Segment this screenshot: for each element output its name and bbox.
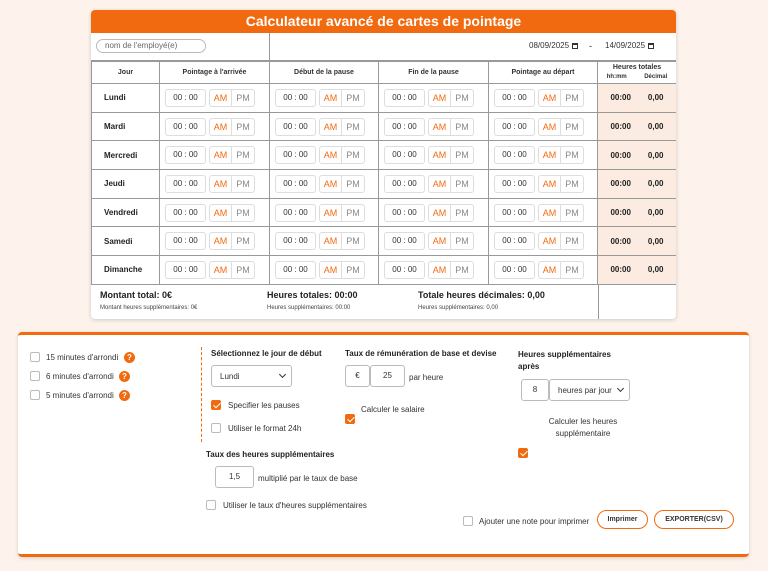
end-date-input[interactable] — [605, 41, 654, 50]
break-start-ampm-toggle — [319, 261, 365, 279]
break-end-ampm-toggle — [428, 146, 474, 164]
total-hhmm: 00:00 — [610, 150, 631, 160]
pm-button[interactable]: PM — [455, 121, 469, 132]
summary-bar — [91, 285, 676, 319]
break-start-time-input[interactable]: 00 : 00 — [275, 232, 316, 250]
departure-time-input[interactable]: 00 : 00 — [494, 261, 535, 279]
am-button[interactable]: AM — [210, 176, 232, 192]
am-button[interactable]: AM — [539, 233, 561, 249]
departure-ampm-toggle — [538, 175, 584, 193]
departure-ampm-toggle — [538, 89, 584, 107]
break-start-cell — [270, 141, 379, 170]
break-end-time-input[interactable]: 00 : 00 — [384, 89, 425, 107]
am-button[interactable]: AM — [320, 205, 342, 221]
arrival-cell — [160, 170, 270, 199]
pm-button[interactable]: PM — [346, 207, 360, 218]
arrival-time-input[interactable]: 00 : 00 — [165, 118, 206, 136]
break-start-ampm-toggle — [319, 89, 365, 107]
totals-cell — [598, 227, 677, 256]
use-overtime-rate-checkbox[interactable] — [206, 500, 216, 510]
day-label: Mardi — [92, 112, 160, 141]
currency-select[interactable]: € — [345, 365, 370, 387]
am-button[interactable]: AM — [539, 147, 561, 163]
departure-time-input[interactable]: 00 : 00 — [494, 89, 535, 107]
break-start-cell — [270, 227, 379, 256]
am-button[interactable]: AM — [539, 262, 561, 278]
start-date-value: 08/09/2025 — [529, 41, 570, 50]
break-start-ampm-toggle — [319, 232, 365, 250]
round-15-label: 15 minutes d'arrondi — [46, 353, 119, 362]
arrival-time-input[interactable]: 00 : 00 — [165, 89, 206, 107]
am-button[interactable]: AM — [429, 90, 451, 106]
arrival-cell — [160, 256, 270, 285]
overtime-hours: Heures supplémentaires: 00:00 — [267, 304, 351, 311]
departure-time-input[interactable]: 00 : 00 — [494, 232, 535, 250]
am-button[interactable]: AM — [320, 262, 342, 278]
overtime-unit-value: heures par jour — [558, 385, 612, 395]
am-button[interactable]: AM — [210, 147, 232, 163]
arrival-cell — [160, 227, 270, 256]
pm-button[interactable]: PM — [565, 264, 579, 275]
section-divider — [201, 347, 202, 442]
export-csv-button[interactable]: EXPORTER(CSV) — [654, 510, 734, 529]
arrival-cell — [160, 112, 270, 141]
card-top-bar — [91, 33, 676, 61]
am-button[interactable]: AM — [210, 262, 232, 278]
arrival-time-input[interactable]: 00 : 00 — [165, 175, 206, 193]
total-decimal: 0,00 — [647, 265, 664, 275]
break-start-cell — [270, 84, 379, 113]
print-button[interactable]: Imprimer — [597, 510, 648, 529]
break-start-cell — [270, 256, 379, 285]
departure-cell — [489, 84, 598, 113]
arrival-time-input[interactable]: 00 : 00 — [165, 261, 206, 279]
table-row — [92, 227, 677, 256]
format-24h-label: Utiliser le format 24h — [228, 424, 302, 433]
base-rate-input[interactable]: 25 — [370, 365, 405, 387]
pm-button[interactable]: PM — [455, 178, 469, 189]
total-decimal: 0,00 — [647, 208, 664, 218]
pm-button[interactable]: PM — [346, 264, 360, 275]
employee-name-input[interactable]: nom de l'employé(e) — [96, 39, 206, 53]
break-start-time-input[interactable]: 00 : 00 — [275, 204, 316, 222]
break-end-ampm-toggle — [428, 261, 474, 279]
format-24h-checkbox[interactable] — [211, 423, 221, 433]
total-hhmm: 00:00 — [610, 122, 631, 132]
pm-button[interactable]: PM — [236, 121, 250, 132]
header-arrival: Pointage à l'arrivée — [160, 62, 270, 84]
overtime-after-input[interactable]: 8 — [521, 379, 549, 401]
help-icon[interactable]: ? — [119, 390, 130, 401]
header-break-end: Fin de la pause — [379, 62, 489, 84]
totals-cell — [598, 170, 677, 199]
break-end-ampm-toggle — [428, 175, 474, 193]
overtime-after-label: Heures supplémentaires après — [518, 350, 611, 371]
departure-cell — [489, 141, 598, 170]
header-decimal: Décimal — [644, 74, 668, 80]
table-header-row — [92, 62, 677, 84]
round-6-checkbox[interactable] — [30, 371, 40, 381]
pm-button[interactable]: PM — [455, 236, 469, 247]
pm-button[interactable]: PM — [236, 92, 250, 103]
departure-time-input[interactable]: 00 : 00 — [494, 146, 535, 164]
total-decimal: 0,00 — [647, 93, 664, 103]
end-date-value: 14/09/2025 — [605, 41, 646, 50]
departure-time-input[interactable]: 00 : 00 — [494, 204, 535, 222]
am-button[interactable]: AM — [210, 90, 232, 106]
table-row — [92, 84, 677, 113]
header-departure: Pointage au départ — [489, 62, 598, 84]
total-hhmm: 00:00 — [610, 265, 631, 275]
arrival-ampm-toggle — [209, 204, 255, 222]
help-icon[interactable]: ? — [124, 352, 135, 363]
am-button[interactable]: AM — [210, 119, 232, 135]
pm-button[interactable]: PM — [565, 236, 579, 247]
departure-time-input[interactable]: 00 : 00 — [494, 175, 535, 193]
departure-cell — [489, 170, 598, 199]
table-row — [92, 112, 677, 141]
break-end-ampm-toggle — [428, 204, 474, 222]
per-hour-label: par heure — [409, 373, 444, 382]
start-day-value: Lundi — [220, 371, 240, 381]
top-divider — [269, 33, 270, 61]
overtime-unit-select[interactable] — [549, 379, 630, 401]
table-row — [92, 141, 677, 170]
table-row — [92, 170, 677, 199]
pm-button[interactable]: PM — [346, 92, 360, 103]
day-label: Samedi — [92, 227, 160, 256]
day-label: Lundi — [92, 84, 160, 113]
break-start-ampm-toggle — [319, 204, 365, 222]
break-start-cell — [270, 170, 379, 199]
totals-cell — [598, 141, 677, 170]
totals-cell — [598, 256, 677, 285]
calc-salary-label: Calculer le salaire — [361, 405, 425, 414]
break-start-time-input[interactable]: 00 : 00 — [275, 118, 316, 136]
pm-button[interactable]: PM — [236, 150, 250, 161]
departure-cell — [489, 112, 598, 141]
am-button[interactable]: AM — [320, 233, 342, 249]
am-button[interactable]: AM — [539, 176, 561, 192]
add-note-label: Ajouter une note pour imprimer — [479, 517, 590, 526]
am-button[interactable]: AM — [210, 205, 232, 221]
help-icon[interactable]: ? — [119, 371, 130, 382]
departure-cell — [489, 227, 598, 256]
break-end-cell — [379, 112, 489, 141]
break-start-ampm-toggle — [319, 175, 365, 193]
header-break-start: Début de la pause — [270, 62, 379, 84]
am-button[interactable]: AM — [429, 147, 451, 163]
header-totals-label: Heures totales — [612, 64, 662, 71]
page-title: Calculateur avancé de cartes de pointage — [91, 10, 676, 33]
pm-button[interactable]: PM — [565, 150, 579, 161]
specify-breaks-checkbox[interactable] — [211, 400, 221, 410]
add-note-checkbox[interactable] — [463, 516, 473, 526]
departure-ampm-toggle — [538, 118, 584, 136]
calc-salary-checkbox[interactable] — [345, 414, 355, 424]
day-label: Dimanche — [92, 256, 160, 285]
break-end-ampm-toggle — [428, 118, 474, 136]
break-end-time-input[interactable]: 00 : 00 — [384, 146, 425, 164]
pm-button[interactable]: PM — [455, 92, 469, 103]
arrival-cell — [160, 84, 270, 113]
base-rate-label: Taux de rémunération de base et devise — [345, 349, 497, 358]
break-start-time-input[interactable]: 00 : 00 — [275, 89, 316, 107]
pm-button[interactable]: PM — [455, 207, 469, 218]
am-button[interactable]: AM — [429, 119, 451, 135]
pm-button[interactable]: PM — [455, 264, 469, 275]
arrival-ampm-toggle — [209, 118, 255, 136]
total-decimal: 0,00 — [647, 122, 664, 132]
arrival-ampm-toggle — [209, 146, 255, 164]
arrival-ampm-toggle — [209, 89, 255, 107]
timesheet-card — [91, 10, 676, 319]
pm-button[interactable]: PM — [565, 121, 579, 132]
total-decimal: 0,00 — [647, 179, 664, 189]
arrival-time-input[interactable]: 00 : 00 — [165, 204, 206, 222]
day-label: Vendredi — [92, 198, 160, 227]
total-hhmm: 00:00 — [610, 236, 631, 246]
table-row — [92, 256, 677, 285]
arrival-time-input[interactable]: 00 : 00 — [165, 232, 206, 250]
departure-time-input[interactable]: 00 : 00 — [494, 118, 535, 136]
am-button[interactable]: AM — [539, 90, 561, 106]
departure-ampm-toggle — [538, 232, 584, 250]
calendar-icon[interactable] — [648, 43, 654, 49]
start-day-label: Sélectionnez le jour de début — [211, 349, 322, 358]
calc-overtime-label: Calculer les heures supplémentaire — [548, 417, 618, 438]
break-start-time-input[interactable]: 00 : 00 — [275, 261, 316, 279]
totals-cell — [598, 84, 677, 113]
break-end-cell — [379, 84, 489, 113]
round-15-checkbox[interactable] — [30, 352, 40, 362]
chevron-down-icon — [617, 385, 624, 392]
am-button[interactable]: AM — [429, 233, 451, 249]
pm-button[interactable]: PM — [565, 92, 579, 103]
total-hhmm: 00:00 — [610, 93, 631, 103]
break-end-cell — [379, 170, 489, 199]
pm-button[interactable]: PM — [565, 178, 579, 189]
arrival-cell — [160, 198, 270, 227]
pm-button[interactable]: PM — [236, 236, 250, 247]
pm-button[interactable]: PM — [236, 207, 250, 218]
departure-ampm-toggle — [538, 146, 584, 164]
multiplied-label: multiplié par le taux de base — [258, 474, 358, 483]
am-button[interactable]: AM — [320, 147, 342, 163]
start-day-select[interactable] — [211, 365, 292, 387]
break-end-cell — [379, 198, 489, 227]
am-button[interactable]: AM — [210, 233, 232, 249]
break-start-time-input[interactable]: 00 : 00 — [275, 175, 316, 193]
start-date-input[interactable] — [529, 41, 578, 50]
timesheet-table — [91, 61, 676, 285]
summary-right-box — [598, 285, 676, 319]
overtime-amount: Montant heures supplémentaires: 0€ — [100, 304, 198, 311]
overtime-rate-label: Taux des heures supplémentaires — [206, 450, 335, 459]
total-hours: Heures totales: 00:00 — [267, 289, 358, 300]
am-button[interactable]: AM — [320, 176, 342, 192]
departure-cell — [489, 256, 598, 285]
date-separator: - — [589, 41, 592, 51]
break-end-time-input[interactable]: 00 : 00 — [384, 261, 425, 279]
totals-cell — [598, 112, 677, 141]
departure-cell — [489, 198, 598, 227]
am-button[interactable]: AM — [539, 205, 561, 221]
pm-button[interactable]: PM — [346, 121, 360, 132]
departure-ampm-toggle — [538, 204, 584, 222]
use-overtime-rate-label: Utiliser le taux d'heures supplémentaires — [223, 501, 367, 510]
departure-ampm-toggle — [538, 261, 584, 279]
totals-cell — [598, 198, 677, 227]
break-start-cell — [270, 198, 379, 227]
am-button[interactable]: AM — [539, 119, 561, 135]
pm-button[interactable]: PM — [346, 178, 360, 189]
break-end-time-input[interactable]: 00 : 00 — [384, 175, 425, 193]
arrival-ampm-toggle — [209, 175, 255, 193]
pm-button[interactable]: PM — [455, 150, 469, 161]
settings-panel — [18, 332, 749, 557]
total-decimal: 0,00 — [647, 236, 664, 246]
overtime-decimal-hours: Heures supplémentaires: 0,00 — [418, 304, 499, 311]
total-decimal-hours: Totale heures décimales: 0,00 — [418, 289, 545, 300]
am-button[interactable]: AM — [429, 176, 451, 192]
am-button[interactable]: AM — [429, 205, 451, 221]
break-end-cell — [379, 227, 489, 256]
total-decimal: 0,00 — [647, 150, 664, 160]
day-label: Mercredi — [92, 141, 160, 170]
arrival-cell — [160, 141, 270, 170]
break-end-cell — [379, 256, 489, 285]
break-end-ampm-toggle — [428, 232, 474, 250]
break-end-time-input[interactable]: 00 : 00 — [384, 118, 425, 136]
overtime-rate-input[interactable]: 1,5 — [215, 466, 254, 488]
header-day: Jour — [92, 62, 160, 84]
round-5-checkbox[interactable] — [30, 390, 40, 400]
am-button[interactable]: AM — [320, 90, 342, 106]
break-start-cell — [270, 112, 379, 141]
pm-button[interactable]: PM — [346, 236, 360, 247]
calc-overtime-checkbox[interactable] — [518, 448, 528, 458]
day-label: Jeudi — [92, 170, 160, 199]
round-6-label: 6 minutes d'arrondi — [46, 372, 114, 381]
am-button[interactable]: AM — [320, 119, 342, 135]
arrival-ampm-toggle — [209, 261, 255, 279]
arrival-ampm-toggle — [209, 232, 255, 250]
total-amount: Montant total: 0€ — [100, 289, 172, 300]
pm-button[interactable]: PM — [565, 207, 579, 218]
header-totals — [598, 62, 677, 84]
header-hhmm: hh:mm — [606, 74, 627, 80]
calendar-icon[interactable] — [572, 43, 578, 49]
round-5-label: 5 minutes d'arrondi — [46, 391, 114, 400]
break-end-time-input[interactable]: 00 : 00 — [384, 232, 425, 250]
break-end-ampm-toggle — [428, 89, 474, 107]
pm-button[interactable]: PM — [346, 150, 360, 161]
arrival-time-input[interactable]: 00 : 00 — [165, 146, 206, 164]
am-button[interactable]: AM — [429, 262, 451, 278]
total-hhmm: 00:00 — [610, 179, 631, 189]
break-start-ampm-toggle — [319, 118, 365, 136]
break-start-time-input[interactable]: 00 : 00 — [275, 146, 316, 164]
break-end-cell — [379, 141, 489, 170]
pm-button[interactable]: PM — [236, 264, 250, 275]
pm-button[interactable]: PM — [236, 178, 250, 189]
table-row — [92, 198, 677, 227]
break-start-ampm-toggle — [319, 146, 365, 164]
chevron-down-icon — [279, 371, 286, 378]
total-hhmm: 00:00 — [610, 208, 631, 218]
break-end-time-input[interactable]: 00 : 00 — [384, 204, 425, 222]
specify-breaks-label: Specifier les pauses — [228, 401, 300, 410]
